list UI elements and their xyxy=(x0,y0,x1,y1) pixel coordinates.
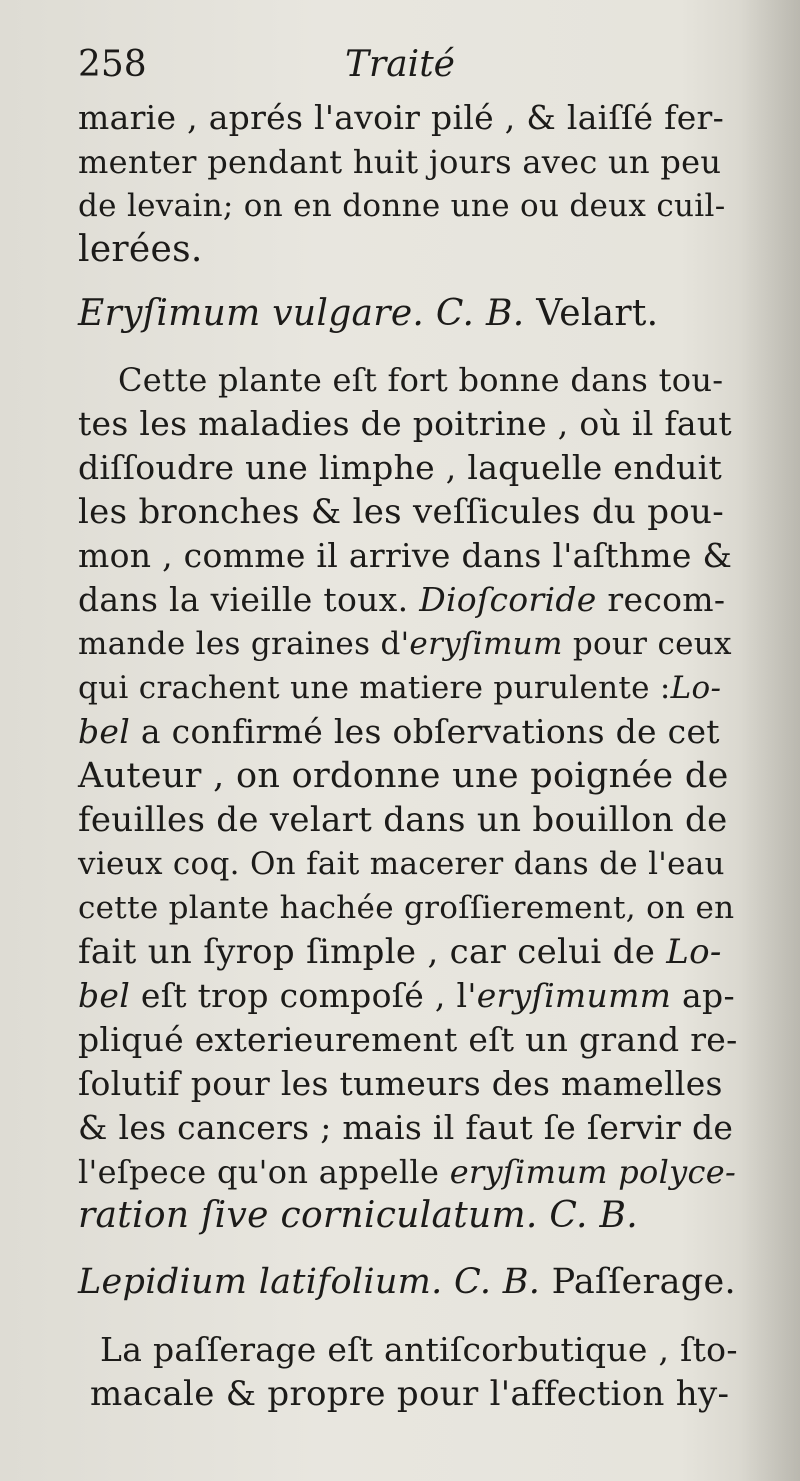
text-line xyxy=(78,710,720,754)
text-line: Cette plante eſt fort bonne dans tou- xyxy=(118,361,724,399)
text-line xyxy=(78,1194,638,1238)
section-heading xyxy=(78,292,658,336)
text-line: macale & propre pour l'affection hy- xyxy=(90,1374,730,1414)
italic-term: eryſimumm xyxy=(476,976,672,1015)
text-span: l'eſpece qu'on appelle xyxy=(78,1153,440,1191)
text-line: de levain; on en donne une ou deux cuil- xyxy=(78,188,726,224)
heading-french-name: Velart. xyxy=(536,293,659,334)
running-title: Traité xyxy=(345,44,455,85)
text-line: La paſſerage eſt antiſcorbutique , ſto- xyxy=(100,1330,738,1369)
text-line xyxy=(78,578,725,622)
section-heading xyxy=(78,1260,736,1304)
text-line: ſolutif pour les tumeurs des mamelles xyxy=(78,1064,723,1103)
text-line: vieux coq. On fait macerer dans de l'eau xyxy=(78,846,725,882)
text-span: ap- xyxy=(682,976,735,1015)
text-span: fait un ſyrop ſimple , car celui de xyxy=(78,932,656,972)
text-line: les bronches & les veſſicules du pou- xyxy=(78,492,725,532)
text-line: mon , comme il arrive dans l'aſthme & xyxy=(78,536,733,575)
text-span: pour ceux xyxy=(572,626,732,662)
text-line: diſſoudre une limphe , laquelle enduit xyxy=(78,448,723,487)
text-line: Auteur , on ordonne une poignée de xyxy=(78,756,729,796)
italic-author: Lo- xyxy=(670,670,722,706)
text-span: eſt trop compoſé , l' xyxy=(140,976,477,1015)
text-span: recom- xyxy=(607,580,726,619)
text-line: tes les maladies de poitrine , où il faut xyxy=(78,404,732,443)
heading-french-name: Paſſerage. xyxy=(551,1262,736,1302)
text-line: & les cancers ; mais il faut ſe ſervir de xyxy=(78,1108,734,1147)
text-line xyxy=(78,622,732,666)
text-span: dans la vieille toux. xyxy=(78,580,409,619)
text-line: marie , aprés l'avoir pilé , & laiſſé fer- xyxy=(78,98,725,137)
text-span: qui crachent une matiere purulente : xyxy=(78,670,671,706)
text-line xyxy=(78,1150,736,1194)
text-line xyxy=(78,930,722,974)
italic-author: Dioſcoride xyxy=(419,580,597,619)
italic-author: bel xyxy=(78,976,131,1015)
text-line: cette plante hachée groſſierement, on en xyxy=(78,890,735,926)
text-line: lerées. xyxy=(78,229,203,270)
text-span: mande les graines d' xyxy=(78,626,410,662)
text-line: feuilles de velart dans un bouillon de xyxy=(78,800,728,840)
italic-term: ration ſive corniculatum. C. B. xyxy=(78,1195,638,1236)
text-line xyxy=(78,974,735,1018)
page-edge-shadow xyxy=(740,0,800,1481)
heading-latin-name: Eryſimum vulgare. C. B. xyxy=(78,293,525,334)
italic-term: eryſimum xyxy=(409,626,563,662)
heading-latin-name: Lepidium latifolium. C. B. xyxy=(78,1262,541,1302)
text-line: pliqué exterieurement eſt un grand re- xyxy=(78,1020,738,1059)
text-line xyxy=(78,666,721,710)
text-line: menter pendant huit jours avec un peu xyxy=(78,143,722,181)
italic-author: Lo- xyxy=(666,932,722,972)
italic-author: bel xyxy=(78,712,131,751)
page-number: 258 xyxy=(78,44,147,85)
text-span: a confirmé les obſervations de cet xyxy=(140,712,720,751)
italic-term: eryſimum polyce- xyxy=(449,1153,737,1191)
